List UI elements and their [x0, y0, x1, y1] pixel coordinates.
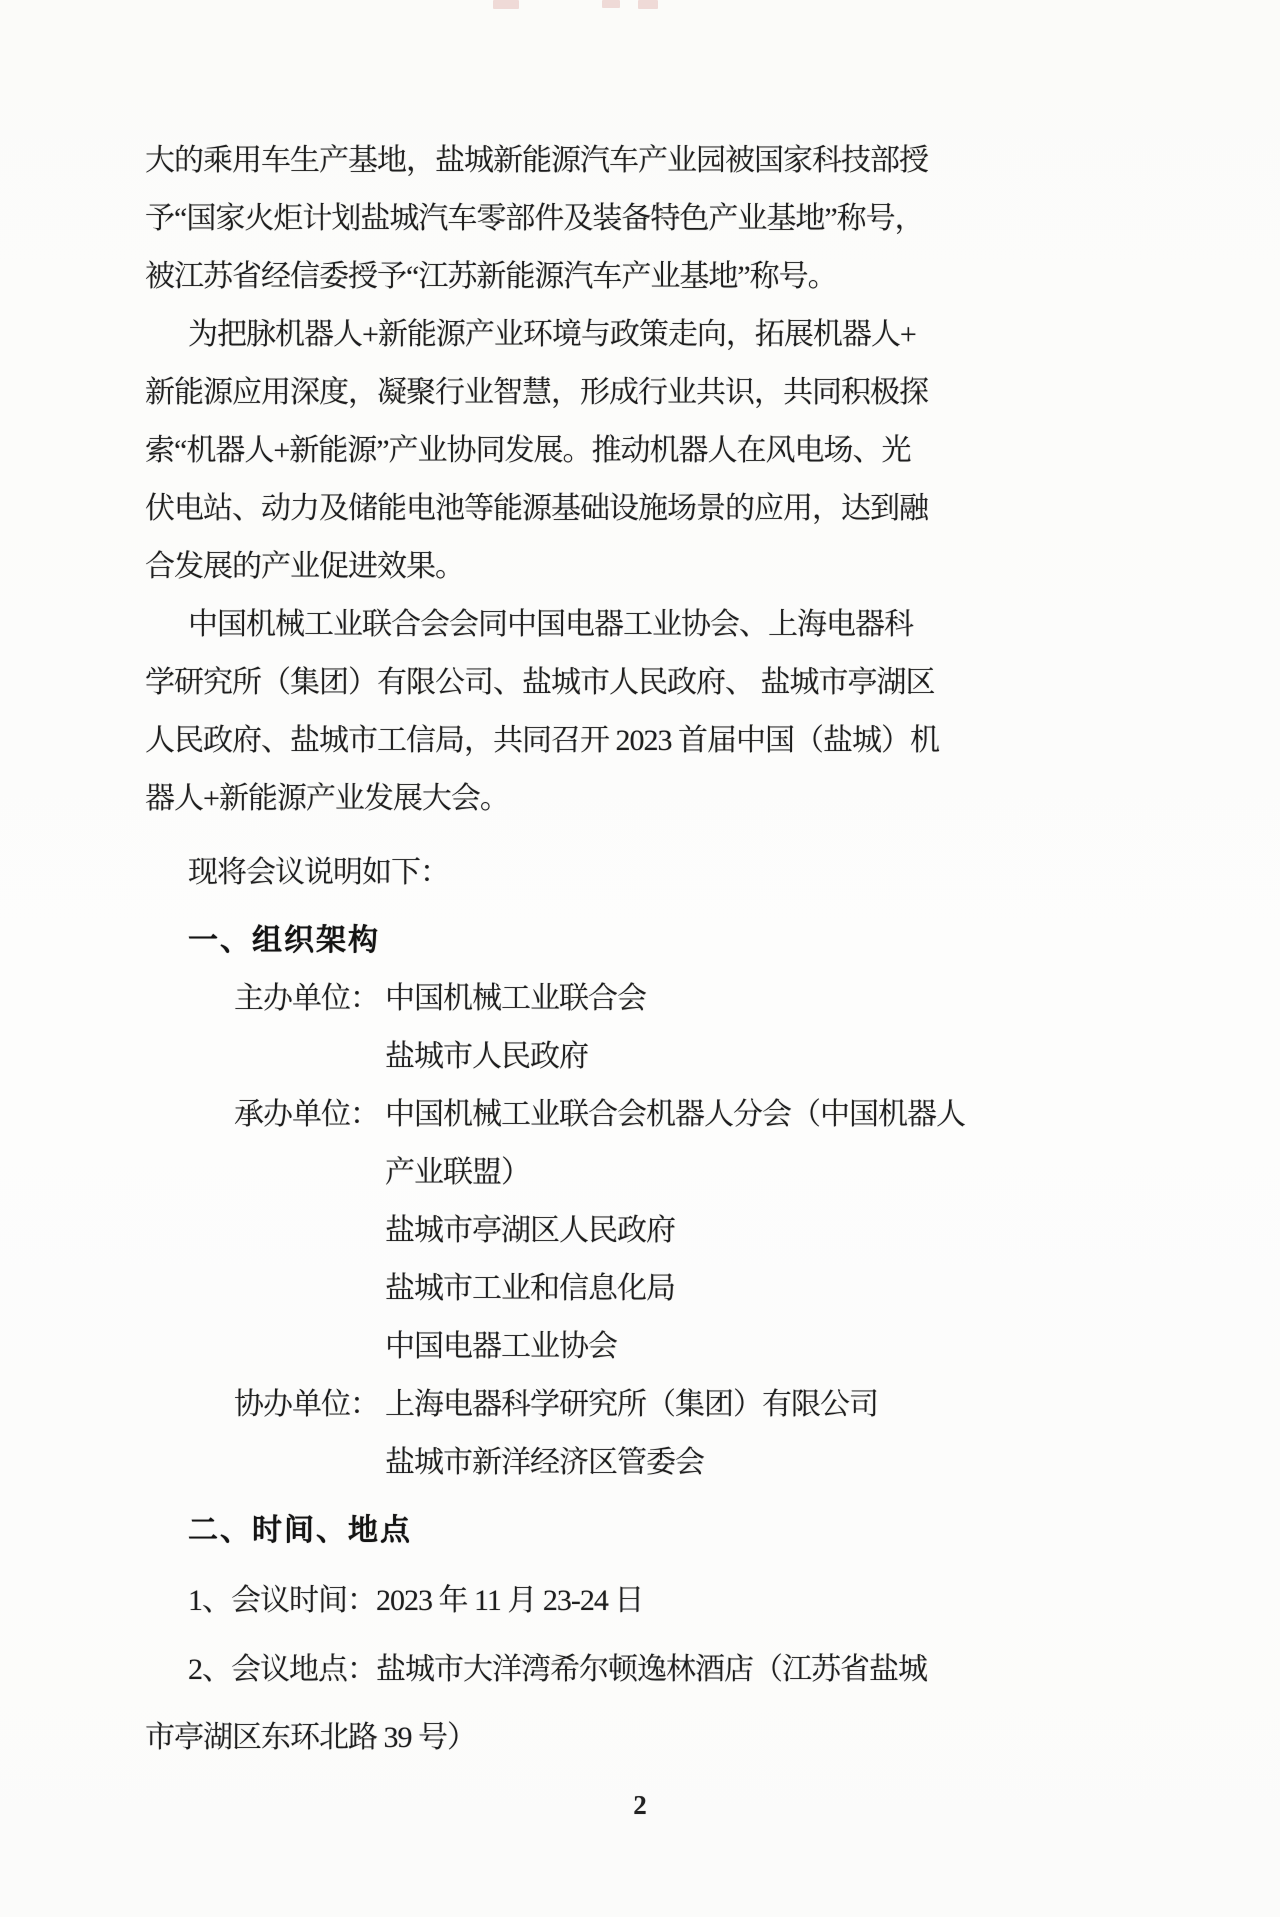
lead-in-line: 现将会议说明如下：	[188, 856, 449, 889]
page-number: 2	[633, 1790, 647, 1820]
meeting-time-line: 1、会议时间：2023 年 11 月 23-24 日	[188, 1584, 644, 1617]
paragraph1-line: 被江苏省经信委授予“江苏新能源汽车产业基地”称号。	[145, 260, 837, 293]
meeting-location-line: 市亭湖区东环北路 39 号）	[145, 1721, 476, 1754]
paragraph2-line: 索“机器人+新能源”产业协同发展。推动机器人在风电场、光	[145, 434, 911, 467]
organizer-item: 中国电器工业协会	[385, 1330, 617, 1363]
paragraph2-line: 伏电站、动力及储能电池等能源基础设施场景的应用，达到融	[145, 492, 928, 525]
paragraph3-line: 学研究所（集团）有限公司、盐城市人民政府、 盐城市亭湖区	[145, 666, 935, 699]
red-scan-artifact	[493, 0, 519, 9]
organizer-row-coorganizer	[145, 1376, 985, 1492]
section1-heading: 一、组织架构	[188, 924, 380, 957]
paragraph1-line: 大的乘用车生产基地，盐城新能源汽车产业园被国家科技部授	[145, 144, 928, 177]
organizer-items-coorganizer	[385, 1376, 878, 1492]
organizer-item: 中国机械工业联合会机器人分会（中国机器人	[385, 1098, 965, 1131]
paragraph2-line: 新能源应用深度，凝聚行业智慧，形成行业共识，共同积极探	[145, 376, 928, 409]
organizer-label-undertaker: 承办单位：	[234, 1098, 379, 1131]
organizer-item: 盐城市工业和信息化局	[385, 1272, 675, 1305]
paragraph3-line: 人民政府、盐城市工信局，共同召开 2023 首届中国（盐城）机	[145, 724, 939, 757]
organizer-item: 上海电器科学研究所（集团）有限公司	[385, 1388, 878, 1421]
organizer-items-undertaker	[385, 1086, 965, 1376]
paragraph3-line: 中国机械工业联合会会同中国电器工业协会、上海电器科	[188, 608, 913, 641]
organizer-label-host: 主办单位：	[234, 982, 379, 1015]
organizer-item: 盐城市人民政府	[385, 1040, 588, 1073]
meeting-location-paragraph	[145, 1636, 985, 1772]
organizer-row-undertaker	[145, 1086, 985, 1376]
red-scan-artifact	[602, 0, 620, 8]
meeting-location-line: 2、会议地点：盐城市大洋湾希尔顿逸林酒店（江苏省盐城	[188, 1653, 927, 1686]
organizer-item: 盐城市亭湖区人民政府	[385, 1214, 675, 1247]
organizer-row-host	[145, 970, 985, 1086]
organizer-item: 盐城市新洋经济区管委会	[385, 1446, 704, 1479]
red-scan-artifact	[638, 0, 658, 9]
section2-heading: 二、时间、地点	[188, 1514, 412, 1547]
document-body	[145, 132, 985, 1772]
organizer-items-host	[385, 970, 646, 1086]
organizer-item: 产业联盟）	[385, 1156, 530, 1189]
paragraph2-line: 合发展的产业促进效果。	[145, 550, 464, 583]
paragraph1-line: 予“国家火炬计划盐城汽车零部件及装备特色产业基地”称号，	[145, 202, 924, 235]
organizer-label-coorganizer: 协办单位：	[234, 1388, 379, 1421]
paragraph3-line: 器人+新能源产业发展大会。	[145, 782, 509, 815]
organizer-item: 中国机械工业联合会	[385, 982, 646, 1015]
paragraph2-line: 为把脉机器人+新能源产业环境与政策走向，拓展机器人+	[188, 318, 916, 351]
